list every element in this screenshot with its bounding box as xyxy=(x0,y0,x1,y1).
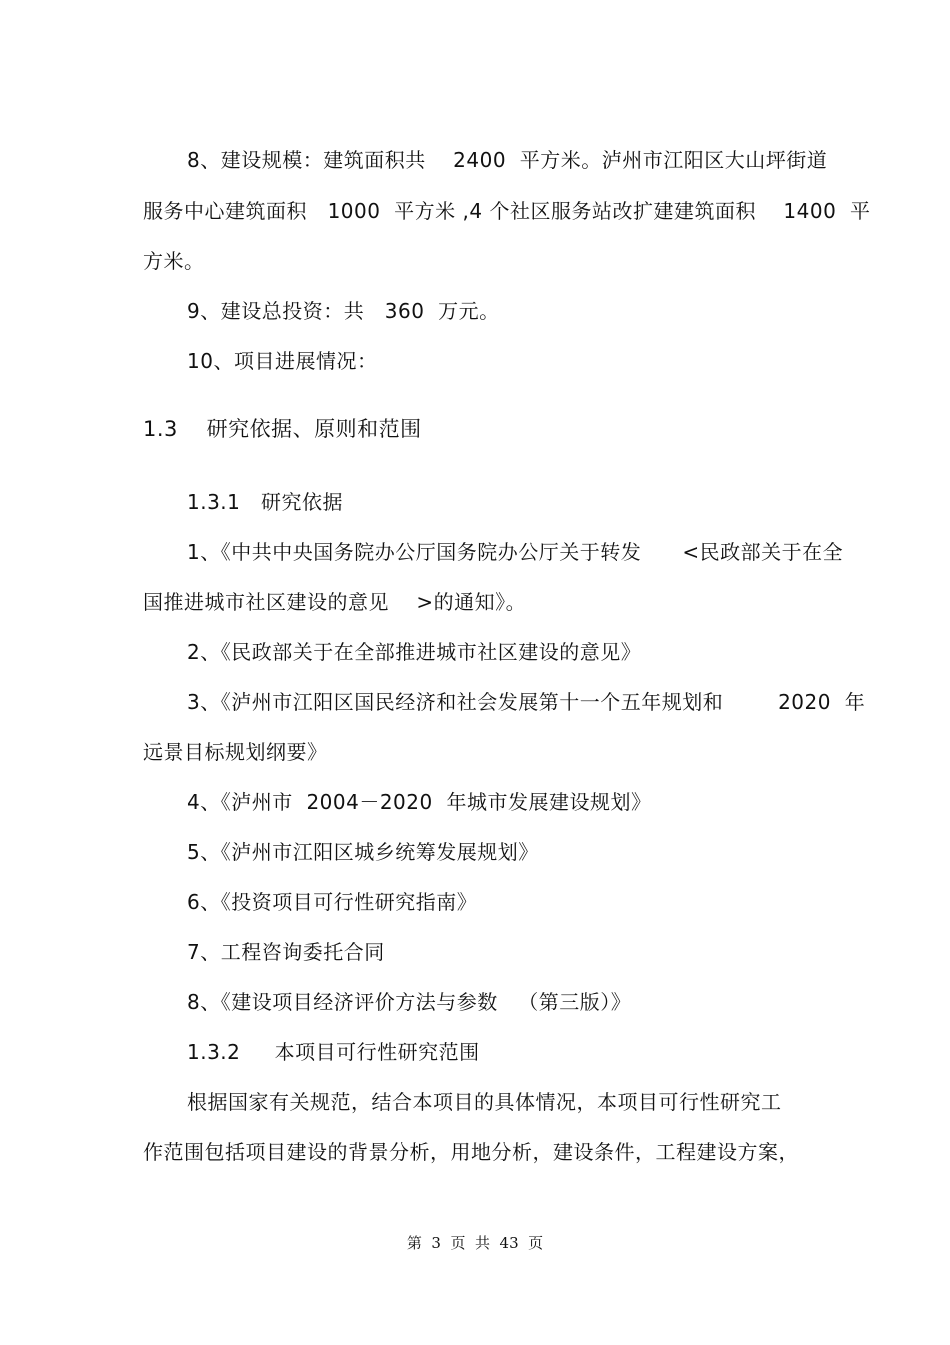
reference-item-1: 1、《中共中央国务院办公厅国务院办公厅关于转发 <民政部关于在全 xyxy=(187,540,844,564)
reference-item-1-cont: 国推进城市社区建设的意见 >的通知》。 xyxy=(143,590,527,614)
reference-item-2: 2、《民政部关于在全部推进城市社区建设的意见》 xyxy=(187,640,642,664)
subsection-heading-1-3-1: 1.3.1 研究依据 xyxy=(187,490,343,514)
page-footer: 第 3 页 共 43 页 xyxy=(406,1234,544,1252)
paragraph-line: 服务中心建筑面积 1000 平方米 ,4 个社区服务站改扩建建筑面积 1400 平 xyxy=(143,199,871,223)
reference-item-6: 6、《投资项目可行性研究指南》 xyxy=(187,890,478,914)
paragraph-scope-cont: 作范围包括项目建设的背景分析，用地分析，建设条件，工程建设方案， xyxy=(143,1140,799,1164)
paragraph-line: 方米。 xyxy=(143,249,205,273)
subsection-heading-1-3-2: 1.3.2 本项目可行性研究范围 xyxy=(187,1040,480,1064)
reference-item-3-cont: 远景目标规划纲要》 xyxy=(143,740,328,764)
reference-item-3: 3、《泸州市江阳区国民经济和社会发展第十一个五年规划和 2020 年 xyxy=(187,690,866,714)
paragraph-scope: 根据国家有关规范，结合本项目的具体情况，本项目可行性研究工 xyxy=(187,1090,782,1114)
reference-item-7: 7、工程咨询委托合同 xyxy=(187,940,385,964)
section-heading-1-3: 1.3 研究依据、原则和范围 xyxy=(143,417,422,441)
paragraph-total-investment: 9、建设总投资：共 360 万元。 xyxy=(187,299,500,323)
paragraph-project-progress: 10、项目进展情况： xyxy=(187,349,378,373)
reference-item-4: 4、《泸州市 2004－2020 年城市发展建设规划》 xyxy=(187,790,652,814)
paragraph-construction-scale: 8、建设规模：建筑面积共 2400 平方米。泸州市江阳区大山坪街道 xyxy=(187,148,828,172)
reference-item-8: 8、《建设项目经济评价方法与参数 （第三版）》 xyxy=(187,990,632,1014)
reference-item-5: 5、《泸州市江阳区城乡统筹发展规划》 xyxy=(187,840,539,864)
